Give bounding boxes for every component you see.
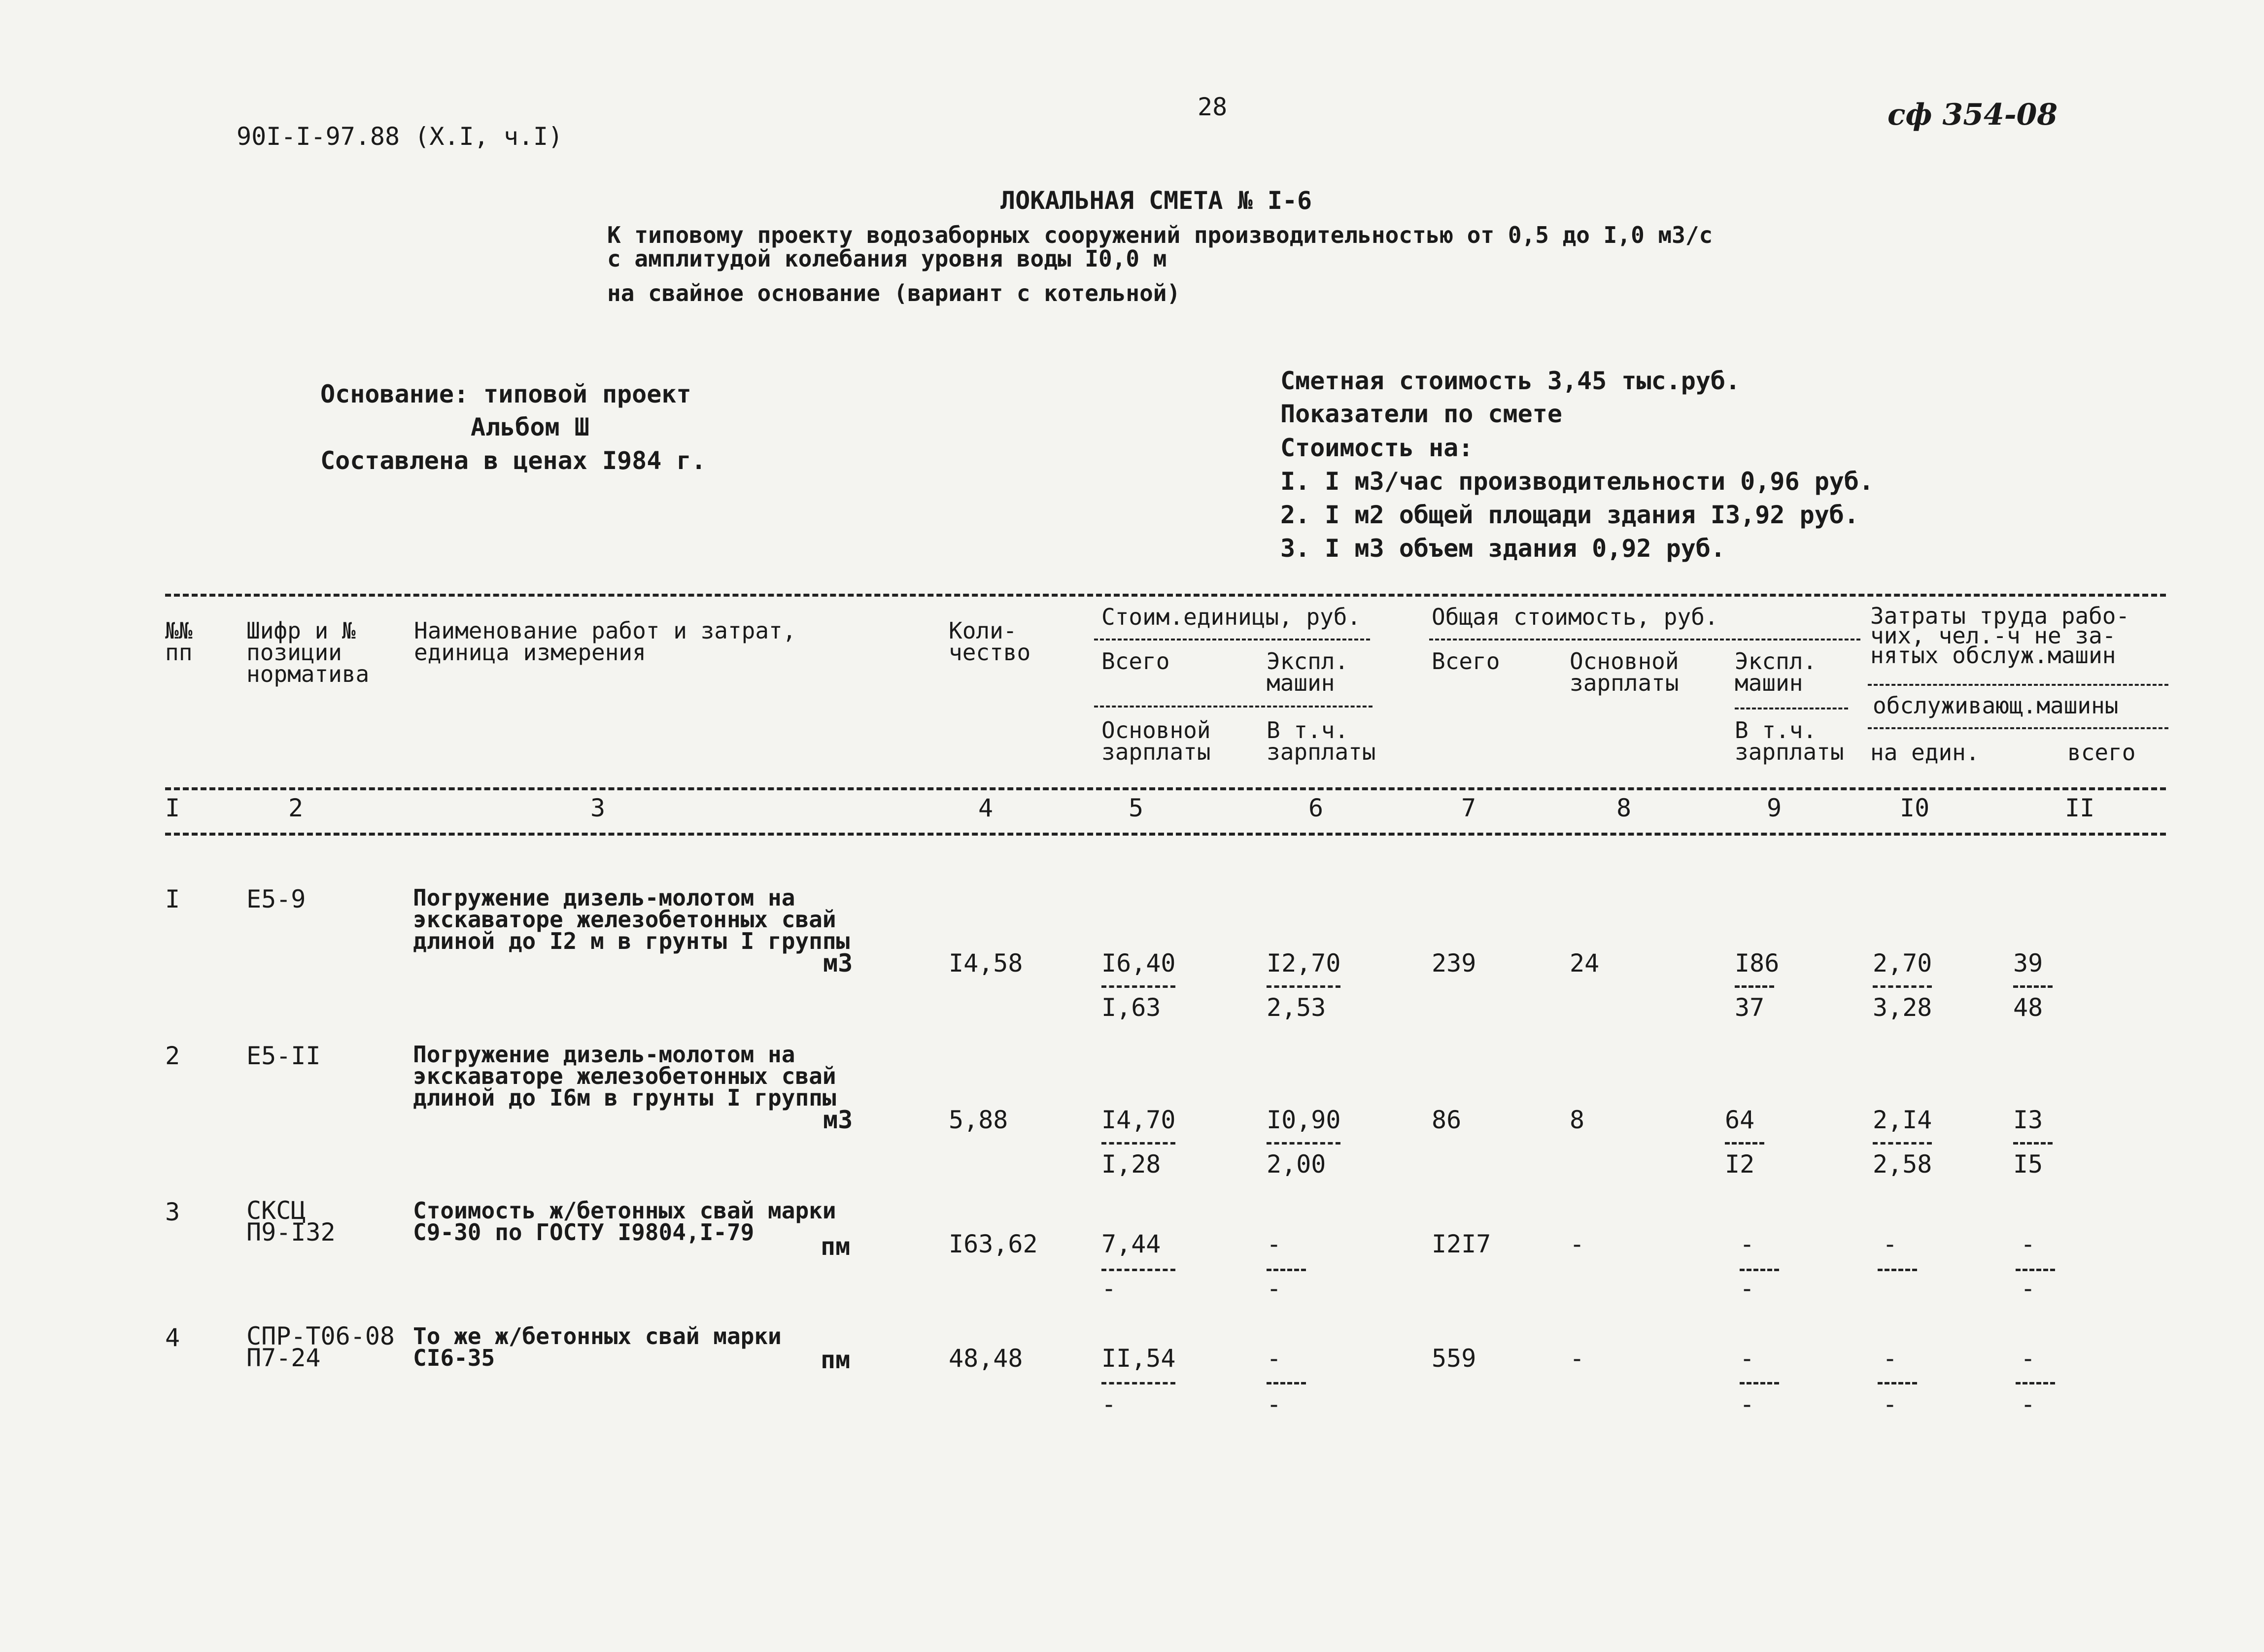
header-bottom-rule (165, 787, 2166, 790)
fraction-line (1873, 1142, 1932, 1145)
row-total-machines: I86 (1735, 949, 1780, 978)
row-labor-per-unit: - (1883, 1230, 1898, 1258)
row-unit: м3 (823, 949, 853, 978)
row-num: 3 (165, 1198, 180, 1226)
fraction-line (1735, 985, 1774, 988)
fraction-line (1101, 1269, 1175, 1271)
fraction-line (1267, 1142, 1340, 1145)
fraction-line (1873, 985, 1932, 988)
fraction-line (1878, 1269, 1917, 1271)
header-quantity: Коли- чество (949, 617, 1031, 666)
row-labor-total-service: I5 (2013, 1150, 2043, 1179)
fraction-line (1267, 1269, 1306, 1271)
row-labor-total: 39 (2013, 949, 2043, 978)
row-quantity: I4,58 (949, 949, 1023, 978)
row-unit-wages: I,28 (1101, 1150, 1161, 1179)
table-top-rule (165, 594, 2166, 597)
summary-item-3: 3. I м3 объем здания 0,92 руб. (1280, 534, 1726, 563)
row-total-incl-wages: - (1740, 1390, 1755, 1418)
row-unit-incl-wages: 2,00 (1267, 1150, 1326, 1179)
row-labor-per-unit-service: - (1883, 1390, 1898, 1418)
header-unit-incl-wages: В т.ч. зарплаты (1267, 717, 1376, 765)
header-unit-wages: Основной зарплаты (1101, 717, 1211, 765)
document-code: 90I-I-97.88 (X.I, ч.I) (237, 122, 563, 151)
header-total-incl-wages: В т.ч. зарплаты (1735, 717, 1844, 765)
row-unit-total: I6,40 (1101, 949, 1176, 978)
row-unit-incl-wages: - (1267, 1390, 1282, 1418)
unit-cost-sub-rule (1094, 706, 1372, 708)
fraction-line (2013, 1142, 2053, 1145)
header-labor: Затраты труда рабо- чих, чел.-ч не за- нятых обслуж.машин (1870, 603, 2130, 669)
col-number-4: 4 (978, 794, 994, 822)
row-labor-per-unit: - (1883, 1344, 1898, 1373)
row-unit-machines: - (1267, 1230, 1282, 1258)
header-unit-total: Всего (1101, 648, 1170, 674)
col-number-1: I (165, 794, 180, 822)
title-line-3: на свайное основание (вариант с котельной) (607, 280, 1181, 306)
row-unit-machines: I0,90 (1267, 1106, 1341, 1134)
row-code: Е5-II (246, 1042, 321, 1070)
row-code: СПР-Т06-08 П7-24 (246, 1322, 395, 1372)
header-row-num: №№ пп (165, 617, 193, 666)
header-labor-service: обслуживающ.машины (1873, 692, 2119, 719)
summary-cost: Сметная стоимость 3,45 тыс.руб. (1280, 367, 1741, 395)
row-name: То же ж/бетонных свай марки СI6-35 (413, 1323, 782, 1371)
row-unit-total: II,54 (1101, 1344, 1176, 1373)
row-quantity: I63,62 (949, 1230, 1038, 1258)
col-number-8: 8 (1616, 794, 1632, 822)
header-labor-per-unit: на един. (1870, 739, 1980, 766)
row-unit-incl-wages: - (1267, 1274, 1282, 1303)
column-number-rule (165, 833, 2166, 836)
row-total: 239 (1432, 949, 1476, 978)
row-total-machines: 64 (1725, 1106, 1755, 1134)
row-total: 86 (1432, 1106, 1462, 1134)
handwritten-reference: сф 354-08 (1887, 98, 2058, 132)
row-labor-total-service: 48 (2013, 993, 2043, 1022)
col-number-9: 9 (1767, 794, 1782, 822)
row-labor-per-unit-service: 2,58 (1873, 1150, 1932, 1179)
unit-cost-rule (1094, 639, 1370, 641)
row-unit-machines: - (1267, 1344, 1282, 1373)
labor-sub-rule (1868, 727, 2168, 729)
row-num: I (165, 885, 180, 913)
row-name: Стоимость ж/бетонных свай марки С9-30 по ГОСТУ I9804,I-79 (413, 1197, 836, 1246)
row-total-wages: 8 (1570, 1106, 1585, 1134)
header-total-machines: Экспл. машин (1735, 648, 1817, 696)
basis-line-1: Основание: типовой проект (320, 380, 691, 408)
row-total-incl-wages: 37 (1735, 993, 1765, 1022)
summary-item-2: 2. I м2 общей площади здания I3,92 руб. (1280, 501, 1859, 529)
estimate-title: ЛОКАЛЬНАЯ СМЕТА № I-6 (1000, 186, 1312, 215)
col-number-3: 3 (590, 794, 606, 822)
fraction-line (1267, 985, 1340, 988)
row-labor-total-service: - (2021, 1274, 2036, 1303)
labor-rule (1868, 684, 2168, 686)
fraction-line (1101, 1142, 1175, 1145)
fraction-line (1101, 985, 1175, 988)
row-labor-per-unit-service: 3,28 (1873, 993, 1932, 1022)
fraction-line (2016, 1269, 2055, 1271)
fraction-line (1740, 1382, 1779, 1384)
fraction-line (1878, 1382, 1917, 1384)
total-cost-rule (1429, 639, 1860, 641)
title-line-2: с амплитудой колебания уровня воды I0,0 м (607, 245, 1167, 272)
fraction-line (1725, 1142, 1764, 1145)
row-quantity: 48,48 (949, 1344, 1023, 1373)
row-name: Погружение дизель-молотом на экскаваторе железобетонных свай длиной до I2 м в грунты I группы (413, 884, 850, 954)
col-number-6: 6 (1308, 794, 1324, 822)
row-total: I2I7 (1432, 1230, 1491, 1258)
title-line-1: К типовому проекту водозаборных сооружений производительностью от 0,5 до I,0 м3/с (607, 222, 1713, 248)
row-quantity: 5,88 (949, 1106, 1008, 1134)
header-total-wages: Основной зарплаты (1570, 648, 1679, 696)
row-num: 4 (165, 1323, 180, 1352)
row-unit-incl-wages: 2,53 (1267, 993, 1326, 1022)
page-number: 28 (1198, 93, 1228, 121)
row-num: 2 (165, 1042, 180, 1070)
row-total-wages: 24 (1570, 949, 1600, 978)
row-unit-wages: - (1101, 1390, 1117, 1418)
col-number-5: 5 (1129, 794, 1144, 822)
row-total-incl-wages: - (1740, 1274, 1755, 1303)
row-total-wages: - (1570, 1344, 1585, 1373)
col-number-2: 2 (288, 794, 304, 822)
row-total-wages: - (1570, 1230, 1585, 1258)
row-code: Е5-9 (246, 885, 306, 913)
row-labor-total-service: - (2021, 1390, 2036, 1418)
header-labor-total: всего (2067, 739, 2136, 766)
summary-indicators: Показатели по смете (1280, 400, 1562, 428)
row-unit: м3 (823, 1106, 853, 1134)
row-labor-total: I3 (2013, 1106, 2043, 1134)
row-labor-per-unit: 2,I4 (1873, 1106, 1932, 1134)
fraction-line (2016, 1382, 2055, 1384)
fraction-line (1740, 1269, 1779, 1271)
row-unit: пм (821, 1346, 851, 1374)
row-name: Погружение дизель-молотом на экскаваторе железобетонных свай длиной до I6м в грунты I группы (413, 1041, 836, 1111)
fraction-line (2013, 985, 2053, 988)
fraction-line (1267, 1382, 1306, 1384)
row-unit-total: 7,44 (1101, 1230, 1161, 1258)
row-total-machines: - (1740, 1344, 1755, 1373)
basis-line-3: Составлена в ценах I984 г. (320, 446, 706, 475)
col-number-10: I0 (1900, 794, 1930, 822)
row-total-incl-wages: I2 (1725, 1150, 1755, 1179)
header-total-cost: Общая стоимость, руб. (1432, 604, 1718, 630)
row-unit-wages: - (1101, 1274, 1117, 1303)
col-number-11: II (2065, 794, 2095, 822)
row-labor-total: - (2021, 1344, 2036, 1373)
row-unit: пм (821, 1232, 851, 1261)
row-total-machines: - (1740, 1230, 1755, 1258)
header-total-all: Всего (1432, 648, 1500, 674)
header-unit-cost: Стоим.единицы, руб. (1101, 604, 1361, 630)
row-total: 559 (1432, 1344, 1476, 1373)
summary-cost-on: Стоимость на: (1280, 434, 1474, 462)
row-unit-machines: I2,70 (1267, 949, 1341, 978)
row-labor-per-unit: 2,70 (1873, 949, 1932, 978)
header-unit-machines: Экспл. машин (1267, 648, 1349, 696)
summary-item-1: I. I м3/час производительности 0,96 руб. (1280, 467, 1874, 496)
header-name: Наименование работ и затрат, единица измерения (414, 617, 796, 666)
mach-sub-rule (1735, 708, 1848, 709)
fraction-line (1101, 1382, 1175, 1384)
basis-line-2: Альбом Ш (471, 413, 589, 441)
row-unit-total: I4,70 (1101, 1106, 1176, 1134)
col-number-7: 7 (1461, 794, 1476, 822)
header-code: Шифр и № позиции норматива (246, 617, 370, 687)
row-unit-wages: I,63 (1101, 993, 1161, 1022)
row-code: СКСЦ П9-I32 (246, 1196, 336, 1247)
row-labor-total: - (2021, 1230, 2036, 1258)
